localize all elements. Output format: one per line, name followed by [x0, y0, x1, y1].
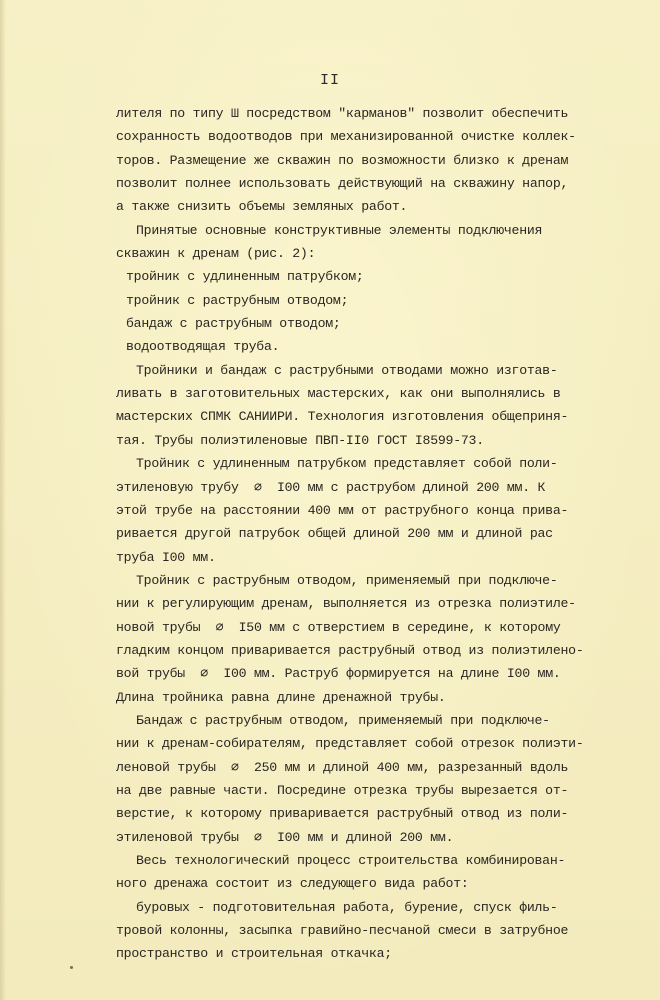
text-line: ливать в заготовительных мастерских, как они выполнялись в [116, 386, 561, 402]
text-line: Длина тройника равна длине дренажной трубы. [116, 689, 446, 705]
text-line: лителя по типу Ш посредством "карманов" позволит обеспечить [116, 106, 569, 121]
text-line: Принятые основные конструктивные элементы подключения [136, 222, 543, 238]
text-line: этиленовую трубу ⌀ I00 мм с раструбом длиной 200 мм. К [116, 479, 546, 495]
text-line: Бандаж с раструбным отводом, применяемый при подключе- [136, 712, 550, 728]
text-line: новой трубы ⌀ I50 мм с отверстием в середине, к которому [116, 619, 561, 635]
text-line: водоотводящая труба. [126, 339, 280, 355]
text-line: тровой колонны, засыпка гравийно-песчаной смеси в затрубное [116, 923, 569, 939]
text-line: тройник с удлиненным патрубком; [126, 269, 364, 285]
text-line: мастерских СПМК САНИИРИ. Технология изготовления общеприня- [116, 409, 569, 425]
text-line: торов. Размещение же скважин по возможности близко к дренам [116, 152, 569, 168]
text-line: верстие, к которому приваривается раструбный отвод из поли- [116, 806, 569, 822]
text-line: ривается другой патрубок общей длиной 200 мм и длиной рас [116, 526, 553, 542]
text-line: Весь технологический процесс строительства комбинирован- [136, 853, 566, 868]
text-line: этой трубе на расстоянии 400 мм от раструбного конца прива- [116, 502, 569, 518]
text-line: труба I00 мм. [116, 549, 216, 565]
text-line: на две равные части. Посредине отрезка трубы вырезается от- [116, 782, 569, 798]
paper-speck [70, 966, 73, 969]
text-line: тройник с раструбным отводом; [126, 292, 349, 308]
text-line: вой трубы ⌀ I00 мм. Раструб формируется на длине I00 мм. [116, 666, 561, 682]
text-line: сохранность водоотводов при механизированной очистке коллек- [116, 129, 576, 145]
body-text [116, 102, 596, 966]
text-line: ного дренажа состоит из следующего вида работ: [116, 876, 469, 892]
text-line: пространство и строительная откачка; [116, 946, 392, 962]
text-line: а также снизить объемы земляных работ. [116, 199, 408, 215]
text-line: нии к дренам-собирателям, представляет собой отрезок полиэти- [116, 736, 584, 752]
text-line: этиленовой трубы ⌀ I00 мм и длиной 200 мм. [116, 829, 454, 845]
text-line: нии к регулирующим дренам, выполняется из отрезка полиэтиле- [116, 596, 576, 612]
text-line: бандаж с раструбным отводом; [126, 316, 341, 332]
text-line: Тройник с удлиненным патрубком представляет собой поли- [136, 456, 558, 472]
page-number: II [319, 72, 340, 89]
text-line: позволит полнее использовать действующий на скважину напор, [116, 176, 569, 192]
text-line: Тройник с раструбным отводом, применяемый при подключе- [136, 572, 558, 588]
page-edge-shadow [0, 0, 6, 1000]
text-line: гладким концом приваривается раструбный отвод из полиэтилено- [116, 642, 584, 658]
text-line: леновой трубы ⌀ 250 мм и длиной 400 мм, разрезанный вдоль [116, 759, 569, 775]
text-line: буровых - подготовительная работа, бурение, спуск филь- [136, 899, 558, 915]
text-line: тая. Трубы полиэтиленовые ПВП-II0 ГОСТ I8599-73. [116, 432, 484, 448]
text-line: Тройники и бандаж с раструбными отводами можно изготав- [136, 362, 558, 378]
text-line: скважин к дренам (рис. 2): [116, 246, 316, 262]
